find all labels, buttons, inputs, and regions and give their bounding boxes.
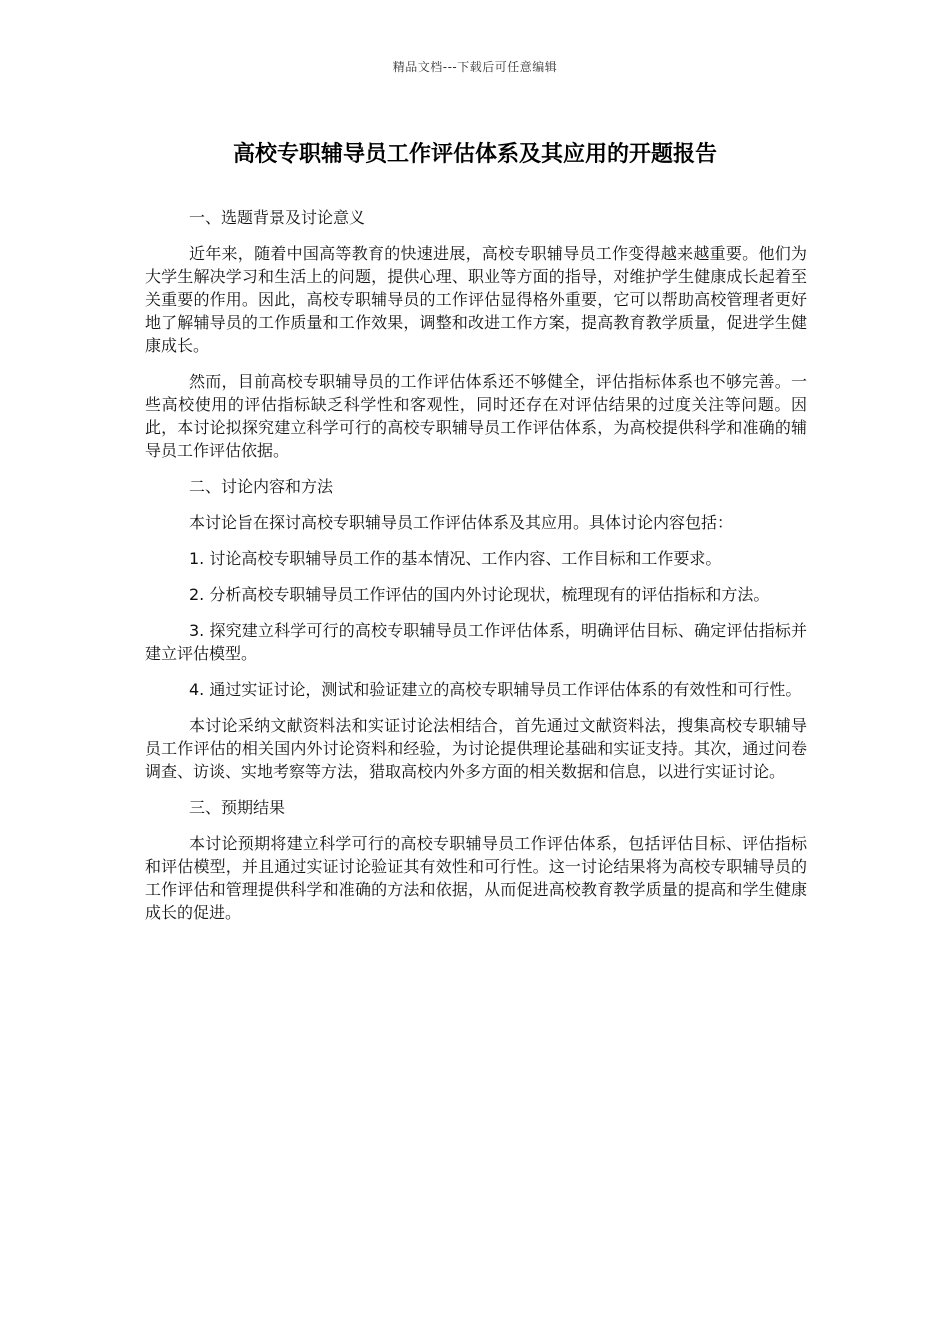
paragraph-expected-results: 本讨论预期将建立科学可行的高校专职辅导员工作评估体系，包括评估目标、评估指标和评估模型，并且通过实证讨论验证其有效性和可行性。这一讨论结果将为高校专职辅导员的工作评估和管理提供科学和准确的方法和依据，从而促进高校教育教学质量的提高和学生健康成长的促进。 (145, 834, 807, 922)
paragraph-background: 近年来，随着中国高等教育的快速进展，高校专职辅导员工作变得越来越重要。他们为大学生解决学习和生活上的问题，提供心理、职业等方面的指导，对维护学生健康成长起着至关重要的作用。因此，高校专职辅导员的工作评估显得格外重要，它可以帮助高校管理者更好地了解辅导员的工作质量和工作效果，调整和改进工作方案，提高教育教学质量，促进学生健康成长。 (145, 244, 807, 355)
list-item-2: 2. 分析高校专职辅导员工作评估的国内外讨论现状，梳理现有的评估指标和方法。 (189, 585, 770, 604)
section-heading-expected-results: 三、预期结果 (189, 798, 286, 817)
section-heading-content-method: 二、讨论内容和方法 (189, 477, 334, 496)
paragraph-problem: 然而，目前高校专职辅导员的工作评估体系还不够健全，评估指标体系也不够完善。一些高校使用的评估指标缺乏科学性和客观性，同时还存在对评估结果的过度关注等问题。因此，本讨论拟探究建立科学可行的高校专职辅导员工作评估体系，为高校提供科学和准确的辅导员工作评估依据。 (145, 372, 807, 460)
document-body (145, 206, 807, 937)
list-item-4: 4. 通过实证讨论，测试和验证建立的高校专职辅导员工作评估体系的有效性和可行性。 (189, 680, 802, 699)
list-item-3: 3. 探究建立科学可行的高校专职辅导员工作评估体系，明确评估目标、确定评估指标并建立评估模型。 (145, 621, 807, 663)
section-heading-background: 一、选题背景及讨论意义 (189, 208, 366, 227)
paragraph-content-intro: 本讨论旨在探讨高校专职辅导员工作评估体系及其应用。具体讨论内容包括： (189, 513, 734, 532)
paragraph-method: 本讨论采纳文献资料法和实证讨论法相结合，首先通过文献资料法，搜集高校专职辅导员工作评估的相关国内外讨论资料和经验，为讨论提供理论基础和实证支持。其次，通过问卷调查、访谈、实地考察等方法，猎取高校内外多方面的相关数据和信息，以进行实证讨论。 (145, 716, 807, 781)
document-title: 高校专职辅导员工作评估体系及其应用的开题报告 (232, 142, 717, 167)
header-watermark: 精品文档---下载后可任意编辑 (392, 60, 558, 74)
list-item-1: 1. 讨论高校专职辅导员工作的基本情况、工作内容、工作目标和工作要求。 (189, 549, 722, 568)
